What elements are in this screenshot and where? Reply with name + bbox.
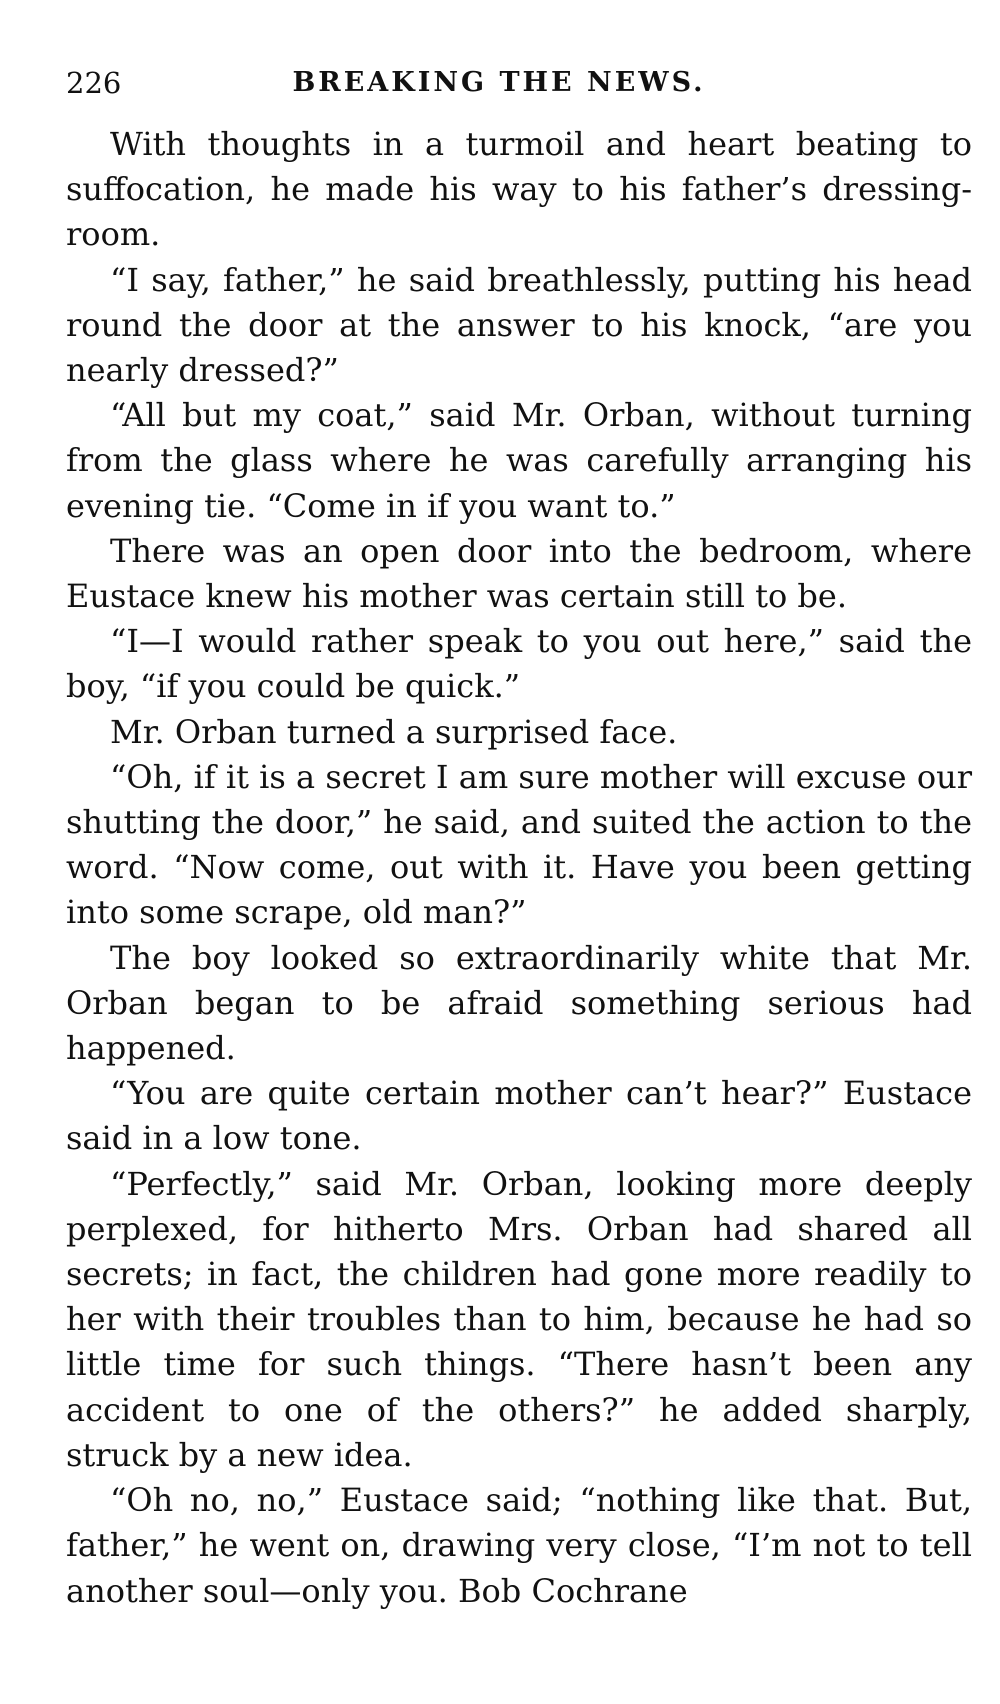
paragraph-6: Mr. Orban turned a surprised face. — [110, 712, 678, 751]
paragraph-8: The boy looked so extraordinarily white that Mr. Orban began to be afraid something serious had happened. — [66, 938, 972, 1068]
paragraph-5: “I—I would rather speak to you out here,” said the boy, “if you could be quick.” — [66, 622, 972, 706]
paragraph-4: There was an open door into the bedroom, where Eustace knew his mother was certain still to be. — [66, 531, 972, 616]
paragraph-11: “Oh no, no,” Eustace said; “nothing like that. But, father,” he went on, drawing very close, “I’m not to tell another soul—only you. Bob Cochrane — [66, 1481, 972, 1610]
paragraph-3: “All but my coat,” said Mr. Orban, without turning from the glass where he was carefully arranging his evening tie. “Come in if you want to.” — [66, 396, 972, 525]
paragraph-1: With thoughts in a turmoil and heart beating to suffocation, he made his way to his father’s dressing-room. — [66, 125, 972, 254]
running-head — [66, 58, 972, 108]
body-text — [66, 122, 972, 1614]
page-number: 226 — [66, 66, 122, 100]
paragraph-7: “Oh, if it is a secret I am sure mother will excuse our shutting the door,” he said, and suited the action to the word. “Now come, out with it. Have you been getting into some scrape, old man?” — [66, 757, 972, 932]
paragraph-10: “Perfectly,” said Mr. Orban, looking more deeply perplexed, for hitherto Mrs. Orban had shared all secrets; in fact, the children had gone more readily to her with their troubles than to him, because he had so little time for such things. “There hasn’t been any accident to one of the others?” he added sharply, struck by a new idea. — [66, 1164, 972, 1474]
paragraph-2: “I say, father,” he said breathlessly, putting his head round the door at the answer to his knock, “are you nearly dressed?” — [66, 260, 972, 390]
running-title: BREAKING THE NEWS. — [292, 67, 706, 98]
paragraph-9: “You are quite certain mother can’t hear?” Eustace said in a low tone. — [66, 1074, 972, 1158]
